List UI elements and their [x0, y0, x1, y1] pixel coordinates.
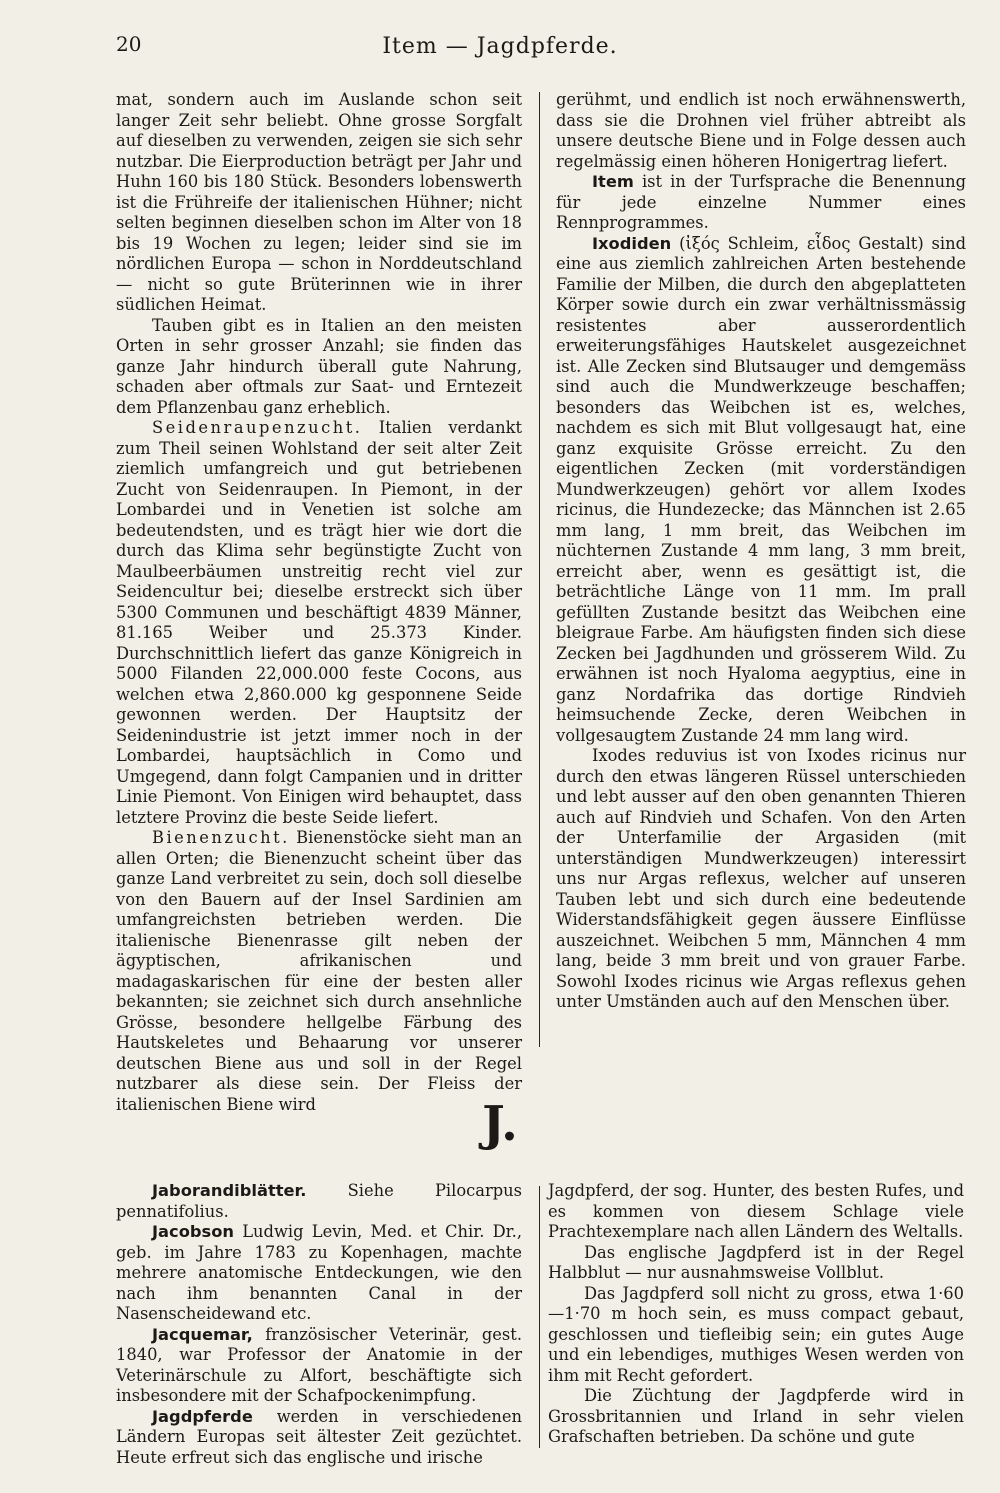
- entry-jagdpferde: Jagdpferde werden in verschiedenen Ländern Europas seit ältester Zeit gezüchtet. Heute erfreut sich das englische und irische: [116, 1406, 522, 1467]
- entry-lemma: Ixodiden: [592, 233, 672, 253]
- paragraph: Das englische Jagdpferd ist in der Regel Halbblut — nur ausnahmsweise Vollblut.: [548, 1242, 964, 1282]
- paragraph: Tauben gibt es in Italien an den meisten Orten in sehr grosser Anzahl; sie finden das ganze Jahr hindurch überall gute Nahrung, schaden aber oftmals zur Saat- und Erntezeit dem Pflanzenbau ganz erheblich.: [116, 315, 522, 417]
- entry-ixodiden: Ixodiden (ἰξός Schleim, εἶδος Gestalt) sind eine aus ziemlich zahlreichen Arten bestehende Familie der Milben, die durch den abgeplatteten Körper sowie durch ein zwar verhältnissmässig resistentes aber ausserordentlich erweiterungsfähiges Hautskelet ausgezeichnet ist. Alle Zecken sind Blutsauger und demgemäss sind auch die Mundwerkzeuge beschaffen; besonders das Weibchen ist es, welches, nachdem es sich mit Blut vollgesaugt hat, eine ganz exquisite Grösse erreicht. Zu den eigentlichen Zecken (mit vorderständigen Mundwerkzeugen) gehört vor allem Ixodes ricinus, die Hundezecke; das Männchen ist 2.65 mm lang, 1 mm breit, das Weibchen im nüchternen Zustande 4 mm lang, 3 mm breit, erreicht aber, wenn es gesättigt ist, die beträchtliche Länge von 11 mm. Im prall gefüllten Zustande besitzt das Weibchen eine bleigraue Farbe. Am häufigsten finden sich diese Zecken bei Jagdhunden und grösserem Wild. Zu erwähnen ist noch Hyaloma aegyptius, eine in ganz Nordafrika das dortige Rindvieh heimsuchende Zecke, deren Weibchen in vollgesaugtem Zustande 24 mm lang wird.: [556, 233, 966, 745]
- paragraph: Seidenraupenzucht. Italien verdankt zum Theil seinen Wohlstand der seit alter Zeit ziemlich umfangreich und gut betriebenen Zucht von Seidenraupen. In Piemont, in der Lombardei und in Venetien ist solche am bedeutendsten, und es trägt hier wie dort die durch das Klima sehr begünstigte Zucht von Maulbeerbäumen unstreitig recht viel zur Seidencultur bei; dieselbe erstreckt sich über 5300 Communen und beschäftigt 4839 Männer, 81.165 Weiber und 25.373 Kinder. Durchschnittlich liefert das ganze Königreich in 5000 Filanden 22,000.000 feste Cocons, aus welchen etwa 2,860.000 kg gesponnene Seide gewonnen werden. Der Hauptsitz der Seidenindustrie ist jetzt immer noch in der Lombardei, hauptsächlich in Como und Umgegend, dann folgt Campanien und in dritter Linie Piemont. Von Einigen wird behauptet, dass letztere Provinz die beste Seide liefert.: [116, 418, 522, 827]
- column-bottom-left: [116, 1181, 522, 1468]
- entry-lemma: Jagdpferde: [152, 1406, 253, 1426]
- paragraph: Das Jagdpferd soll nicht zu gross, etwa 1·60—1·70 m hoch sein, es muss compact gebaut, geschlossen und tiefleibig sein; ein gutes Auge und ein lebendiges, muthiges Wesen werden von ihm mit Recht gefordert.: [548, 1283, 964, 1385]
- paragraph: Die Züchtung der Jagdpferde wird in Grossbritannien und Irland in sehr vielen Grafschaften betrieben. Da schöne und gute: [548, 1386, 964, 1446]
- entry-lemma: Jacobson: [152, 1222, 235, 1241]
- entry-jacquemar: Jacquemar, französischer Veterinär, gest. 1840, war Professor der Anatomie in der Veterinärschule zu Alfort, beschäftigte sich insbesondere mit der Schafpockenimpfung.: [116, 1324, 522, 1405]
- entry-jacobson: Jacobson Ludwig Levin, Med. et Chir. Dr., geb. im Jahre 1783 zu Kopenhagen, machte mehrere anatomische Entdeckungen, wie den nach ihm benannten Canal in der Nasenscheidewand etc.: [116, 1222, 522, 1323]
- section-heading: Bienenzucht.: [152, 828, 290, 847]
- column-divider: [539, 92, 540, 1047]
- section-heading: Seidenraupenzucht.: [152, 418, 363, 437]
- column-bottom-right: [548, 1181, 964, 1448]
- entry-lemma: Jacquemar,: [152, 1324, 253, 1344]
- section-letter: J.: [482, 1096, 518, 1152]
- paragraph: gerühmt, und endlich ist noch erwähnenswerth, dass sie die Drohnen viel früher abtreibt als unsere deutsche Biene und in Folge dessen auch regelmässig einen höheren Honigertrag liefert.: [556, 90, 966, 171]
- entry-item: Item ist in der Turfsprache die Benennung für jede einzelne Nummer eines Rennprogrammes.: [556, 172, 966, 232]
- column-top-right: [556, 90, 966, 1013]
- column-divider: [539, 1186, 540, 1448]
- entry-lemma: Jaborandiblätter.: [152, 1181, 307, 1200]
- paragraph: Bienenzucht. Bienenstöcke sieht man an allen Orten; die Bienenzucht scheint über das ganze Land verbreitet zu sein, doch soll dieselbe von den Bauern auf der Insel Sardinien am umfangreichsten betrieben werden. Die italienische Bienenrasse gilt neben der ägyptischen, afrikanischen und madagaskarischen für eine der besten aller bekannten; sie zeichnet sich durch ansehnliche Grösse, besondere hellgelbe Färbung des Hautskeletes und Behaarung vor unserer deutschen Biene aus und soll in der Regel nutzbarer als diese sein. Der Fleiss der italienischen Biene wird: [116, 828, 522, 1114]
- entry-lemma: Item: [592, 172, 634, 191]
- running-title: Item — Jagdpferde.: [382, 34, 618, 59]
- entry-jaborandi: Jaborandiblätter. Siehe Pilocarpus pennatifolius.: [116, 1181, 522, 1221]
- page-header: [0, 32, 1000, 72]
- paragraph: mat, sondern auch im Auslande schon seit langer Zeit sehr beliebt. Ohne grosse Sorgfalt auf dieselben zu verwenden, zeigen sie sich sehr nutzbar. Die Eierproduction beträgt per Jahr und Huhn 160 bis 180 Stück. Besonders lobenswerth ist die Frühreife der italienischen Hühner; nicht selten beginnen dieselben schon im Alter von 18 bis 19 Wochen zu legen; leider sind sie im nördlichen Europa — schon in Norddeutschland — nicht so gute Brüterinnen wie in ihrer südlichen Heimat.: [116, 90, 522, 314]
- paragraph: Jagdpferd, der sog. Hunter, des besten Rufes, und es kommen von diesem Schlage viele Prachtexemplare nach allen Ländern des Weltalls.: [548, 1181, 964, 1241]
- column-top-left: [116, 90, 522, 1115]
- page-number: 20: [116, 32, 142, 56]
- paragraph: Ixodes reduvius ist von Ixodes ricinus nur durch den etwas längeren Rüssel unterschieden und lebt ausser auf den oben genannten Thieren auch auf Rindvieh und Schafen. Von den Arten der Unterfamilie der Argasiden (mit unterständigen Mundwerkzeugen) interessirt uns nur Argas reflexus, welcher auf unseren Tauben lebt und sich durch eine bedeutende Widerstandsfähigkeit gegen äussere Einflüsse auszeichnet. Weibchen 5 mm, Männchen 4 mm lang, beide 3 mm breit und von grauer Farbe. Sowohl Ixodes ricinus wie Argas reflexus gehen unter Umständen auch auf den Menschen über.: [556, 746, 966, 1011]
